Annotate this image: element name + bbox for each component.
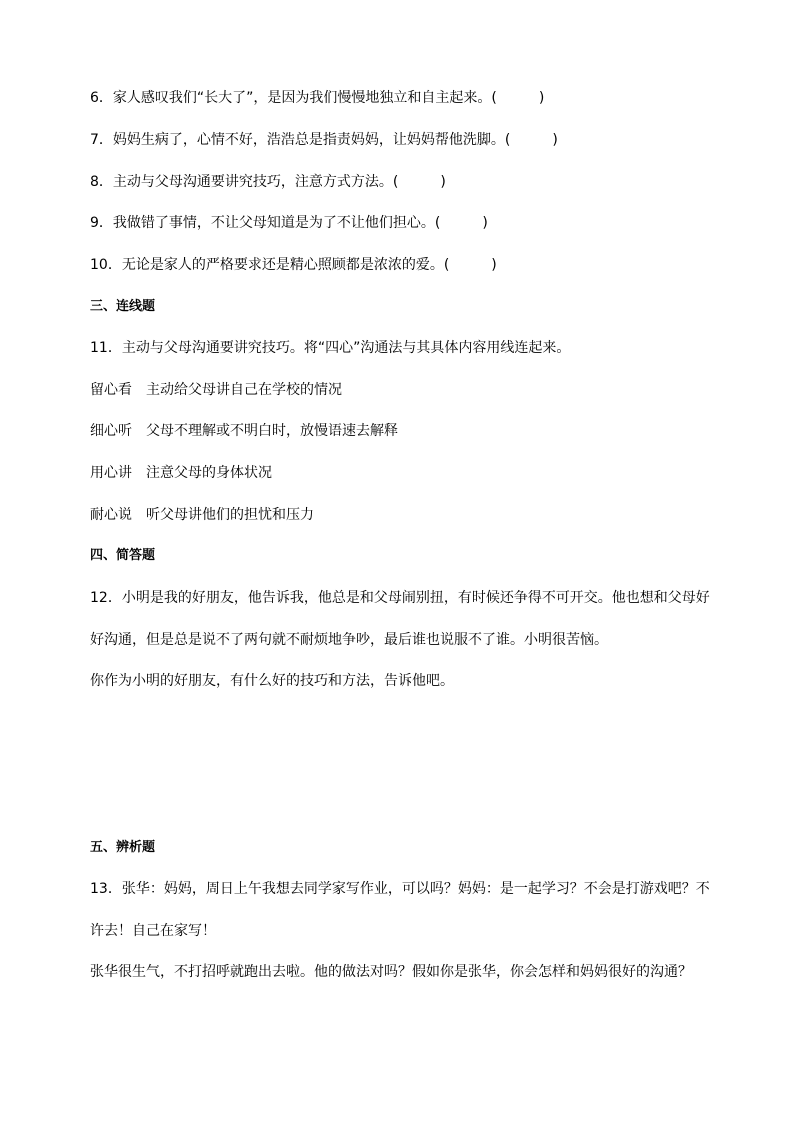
question-7 (90, 130, 558, 150)
question-12-line-2: 好沟通，但是总是说不了两句就不耐烦地争吵，最后谁也说服不了谁。小明很苦恼。 (90, 632, 608, 648)
question-10-text: 10．无论是家人的严格要求还是精心照顾都是浓浓的爱。( (90, 257, 450, 273)
question-8-text: 8．主动与父母沟通要讲究技巧，注意方式方法。( (90, 174, 399, 190)
section-3-heading: 三、连线题 (90, 299, 156, 314)
question-9-text: 9．我做错了事情，不让父母知道是为了不让他们担心。( (90, 215, 441, 231)
match-term[interactable]: 耐心说 (90, 507, 132, 523)
question-11: 11．主动与父母沟通要讲究技巧。将“四心”沟通法与其具体内容用线连起来。 (90, 340, 571, 356)
question-13-line-2: 许去！自己在家写！ (90, 923, 216, 939)
match-row (90, 505, 314, 525)
question-7-text: 7．妈妈生病了，心情不好，浩浩总是指责妈妈，让妈妈帮他洗脚。( (90, 132, 511, 148)
section-5-heading: 五、辨析题 (90, 840, 156, 855)
match-content[interactable]: 听父母讲他们的担忧和压力 (146, 507, 314, 523)
question-9 (90, 213, 488, 233)
match-content[interactable]: 父母不理解或不明白时，放慢语速去解释 (146, 423, 398, 439)
question-13-line-3: 张华很生气，不打招呼就跑出去啦。他的做法对吗？假如你是张华，你会怎样和妈妈很好的沟通？ (90, 964, 692, 980)
answer-blank-6[interactable]: ) (496, 90, 545, 106)
question-8 (90, 172, 446, 192)
question-13-line-1: 13．张华：妈妈，周日上午我想去同学家写作业，可以吗？妈妈：是一起学习？不会是打游戏吧？不 (90, 881, 710, 897)
question-12-line-1: 12．小明是我的好朋友，他告诉我，他总是和父母闹别扭，有时候还争得不可开交。他也想和父母好 (90, 590, 710, 606)
section-4-heading: 四、简答题 (90, 548, 156, 563)
match-term[interactable]: 留心看 (90, 382, 132, 398)
match-row (90, 463, 272, 483)
answer-blank-9[interactable]: ) (440, 215, 488, 231)
match-row (90, 421, 398, 441)
answer-blank-7[interactable]: ) (510, 132, 558, 148)
question-10 (90, 255, 497, 275)
match-term[interactable]: 细心听 (90, 423, 132, 439)
answer-blank-10[interactable]: ) (449, 257, 497, 273)
question-6-text: 6．家人感叹我们“长大了”，是因为我们慢慢地独立和自主起来。( (90, 90, 497, 106)
match-row (90, 380, 342, 400)
match-content[interactable]: 注意父母的身体状况 (146, 465, 272, 481)
question-12-line-3: 你作为小明的好朋友，有什么好的技巧和方法，告诉他吧。 (90, 673, 454, 689)
answer-blank-8[interactable]: ) (398, 174, 446, 190)
match-content[interactable]: 主动给父母讲自己在学校的情况 (146, 382, 342, 398)
question-6 (90, 88, 544, 108)
match-term[interactable]: 用心讲 (90, 465, 132, 481)
